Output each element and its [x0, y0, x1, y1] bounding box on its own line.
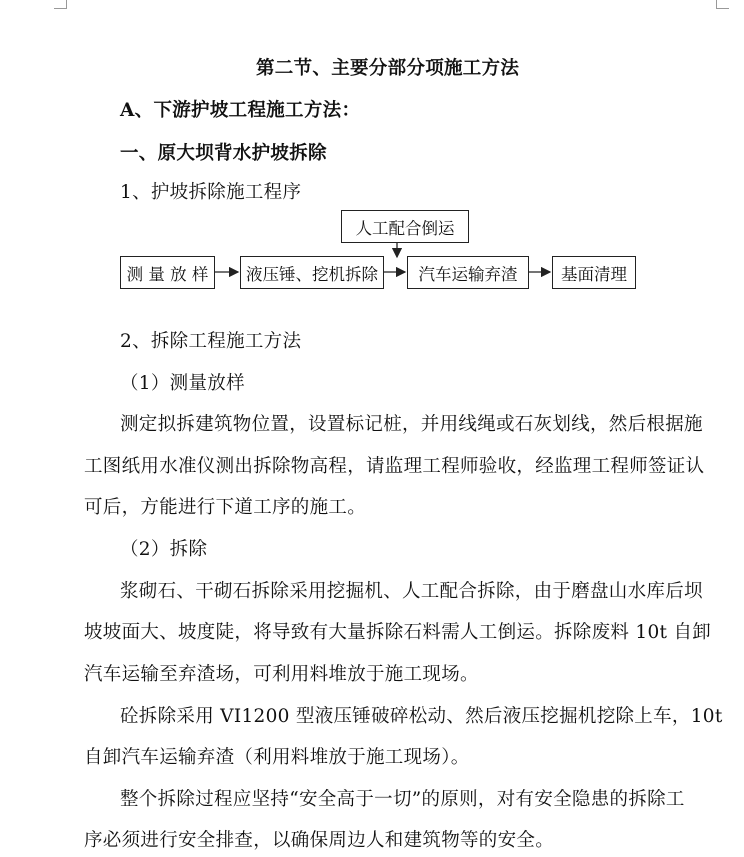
heading-1: 一、原大坝背水护坡拆除 [120, 143, 327, 164]
flow-box-manual-transport: 人工配合倒运 [341, 210, 469, 243]
subheading-2: 2、拆除工程施工方法 [120, 331, 302, 352]
item-1-heading: （1）测量放样 [120, 373, 245, 394]
paragraph-4-line: 序必须进行安全排查，以确保周边人和建筑物等的安全。 [84, 830, 555, 851]
paragraph-1-line: 工图纸用水准仪测出拆除物高程，请监理工程师验收，经监理工程师签证认 [84, 456, 705, 477]
paragraph-2-line: 汽车运输至弃渣场，可利用料堆放于施工现场。 [84, 664, 479, 685]
flow-box-demolish: 液压锤、挖机拆除 [240, 256, 384, 289]
paragraph-3-line: 砼拆除采用 VI1200 型液压锤破碎松动、然后液压挖掘机挖除上车，10t [120, 706, 723, 727]
paragraph-3-line: 自卸汽车运输弃渣（利用料堆放于施工现场）。 [84, 747, 470, 768]
section-title: 第二节、主要分部分项施工方法 [256, 58, 520, 79]
subheading-1: 1、护坡拆除施工程序 [120, 182, 302, 203]
flow-box-survey: 测 量 放 样 [120, 256, 215, 289]
flow-box-cleanup: 基面清理 [552, 256, 636, 289]
flow-box-transport: 汽车运输弃渣 [407, 256, 529, 289]
paragraph-1-line: 可后，方能进行下道工序的施工。 [84, 497, 367, 518]
paragraph-1-line: 测定拟拆建筑物位置，设置标记桩，并用线绳或石灰划线，然后根据施 [120, 414, 703, 435]
item-2-heading: （2）拆除 [120, 539, 208, 560]
paragraph-2-line: 坡坡面大、坡度陡，将导致有大量拆除石料需人工倒运。拆除废料 10t 自卸 [84, 622, 712, 643]
paragraph-4-line: 整个拆除过程应坚持“安全高于一切”的原则，对有安全隐患的拆除工 [120, 789, 685, 810]
heading-a: A、下游护坡工程施工方法： [120, 100, 361, 121]
paragraph-2-line: 浆砌石、干砌石拆除采用挖掘机、人工配合拆除，由于磨盘山水库后坝 [120, 581, 703, 602]
